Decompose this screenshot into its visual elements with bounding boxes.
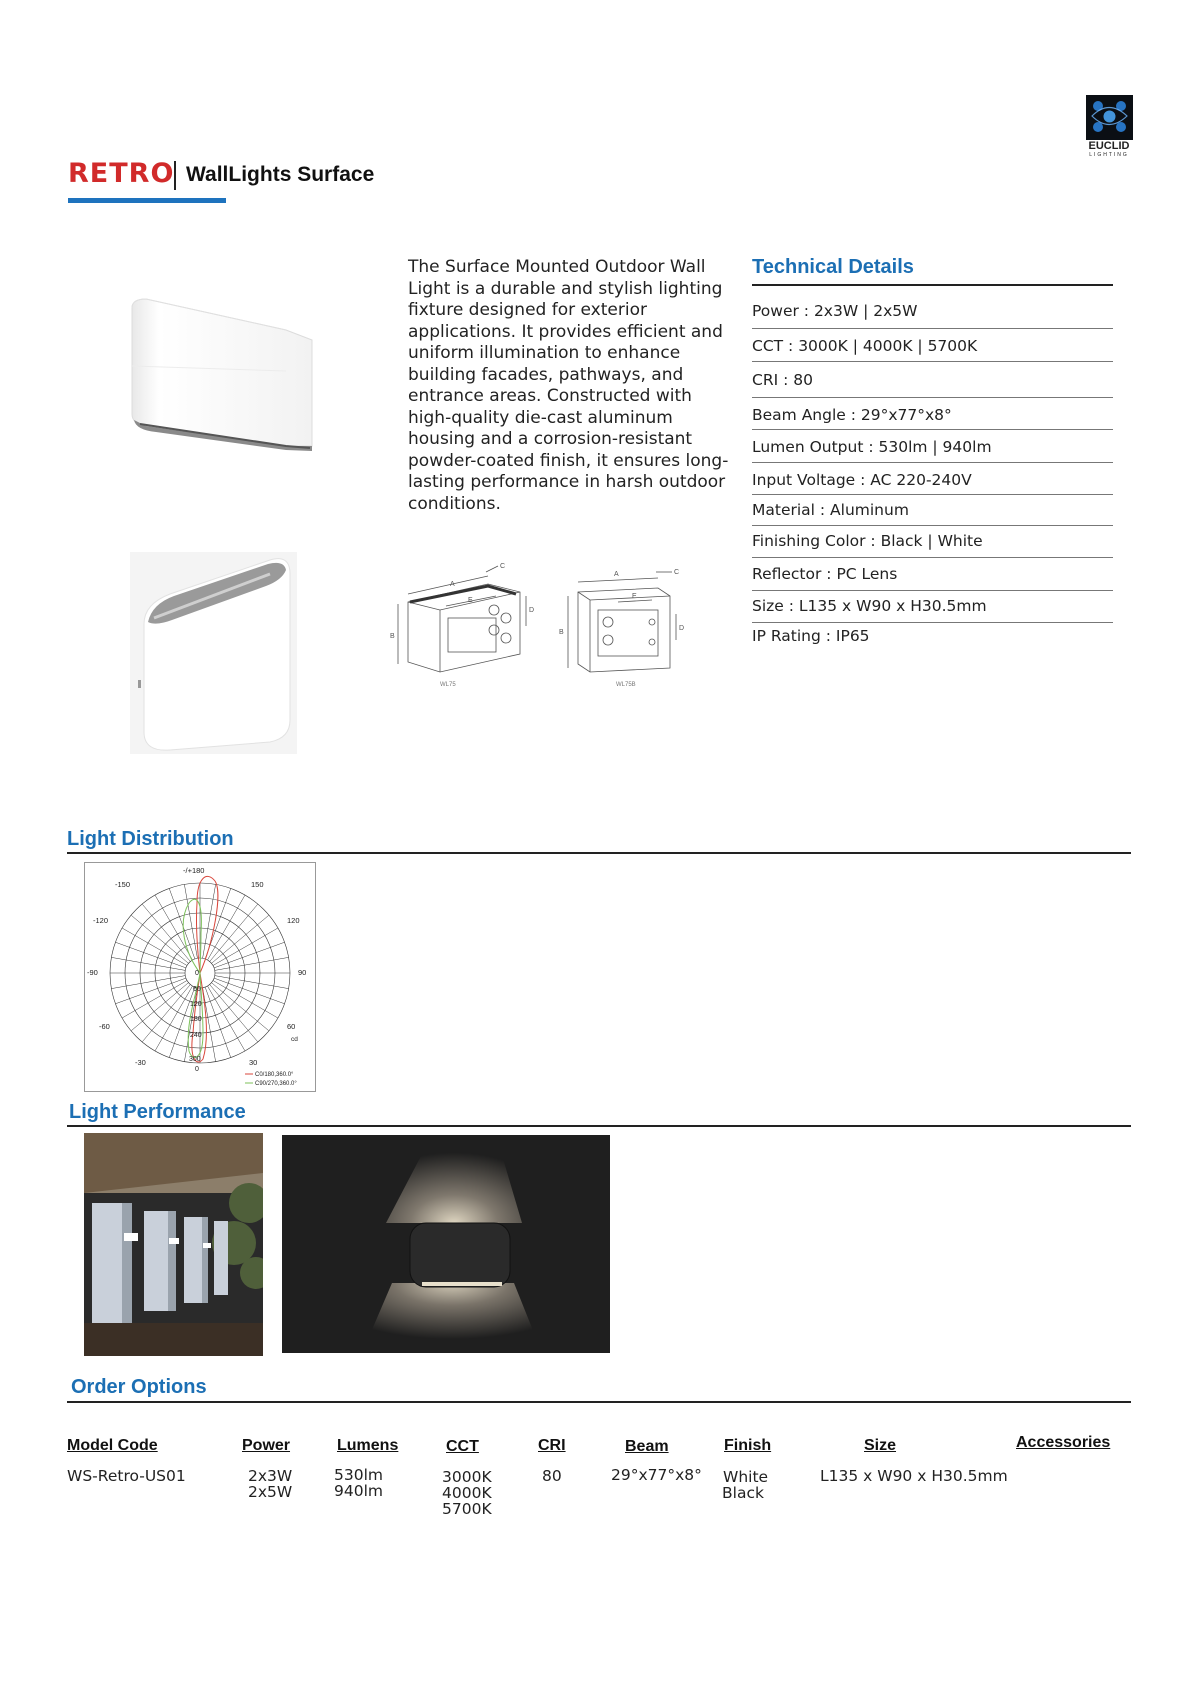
dimension-drawing-right xyxy=(548,562,698,692)
spec-input-voltage: Input Voltage : AC 220-240V xyxy=(752,471,972,489)
polar-spoke xyxy=(215,957,289,970)
polar-spoke xyxy=(211,983,268,1031)
col-size: Size xyxy=(864,1437,897,1454)
polar-spoke xyxy=(115,942,185,968)
cd-unit: cd xyxy=(291,1036,298,1043)
spec-beam-angle: Beam Angle : 29°x77°x8° xyxy=(752,406,952,424)
polar-spoke xyxy=(215,976,289,989)
row-lumens-2: 940lm xyxy=(334,1482,383,1500)
spec-size: Size : L135 x W90 x H30.5mm xyxy=(752,597,987,615)
angle-label-tr: 150 xyxy=(251,880,264,889)
spec-cri: CRI : 80 xyxy=(752,371,813,389)
technical-heading-rule xyxy=(752,284,1113,286)
polar-spoke xyxy=(184,988,197,1062)
polar-spoke xyxy=(169,888,195,958)
spec-material: Material : Aluminum xyxy=(752,501,909,519)
polar-spoke xyxy=(142,984,190,1041)
spec-lumen-output: Lumen Output : 530lm | 940lm xyxy=(752,438,992,456)
col-lumens: Lumens xyxy=(337,1437,399,1454)
radial-label-180: 180 xyxy=(190,1016,202,1023)
col-power: Power xyxy=(242,1437,291,1454)
legend-c90: C90/270,360.0° xyxy=(255,1081,297,1087)
radial-label-120: 120 xyxy=(190,1001,202,1008)
spec-divider xyxy=(752,328,1113,329)
spec-finishing-color: Finishing Color : Black | White xyxy=(752,532,983,550)
dim-label-d-right: D xyxy=(679,625,685,632)
spec-reflector: Reflector : PC Lens xyxy=(752,565,898,583)
dim-label-c-right: C xyxy=(674,569,680,576)
product-photo-angle xyxy=(130,552,297,754)
row-cct-3: 5700K xyxy=(442,1500,492,1518)
angle-label-l: -90 xyxy=(87,968,98,977)
row-finish-1: White xyxy=(723,1468,769,1486)
spec-cct: CCT : 3000K | 4000K | 5700K xyxy=(752,337,978,355)
dim-label-a-right: A xyxy=(614,571,619,578)
polar-spoke xyxy=(111,957,185,970)
row-power-2: 2x5W xyxy=(248,1483,293,1501)
spec-ip-rating: IP Rating : IP65 xyxy=(752,627,870,645)
angle-label-ml: -120 xyxy=(93,916,109,925)
title-underline xyxy=(68,198,226,203)
dim-label-d: D xyxy=(529,607,535,614)
installation-photo xyxy=(84,1133,263,1356)
spec-divider xyxy=(752,462,1113,463)
row-beam: 29°x77°x8° xyxy=(611,1466,702,1484)
title-separator xyxy=(174,161,176,190)
polar-spoke xyxy=(214,978,284,1004)
col-model-code: Model Code xyxy=(67,1437,158,1454)
angle-label-mr: 120 xyxy=(287,916,300,925)
spec-power: Power : 2x3W | 2x5W xyxy=(752,302,918,320)
polar-spoke xyxy=(210,984,258,1041)
spec-divider xyxy=(752,397,1113,398)
light-performance-heading: Light Performance xyxy=(69,1101,246,1123)
angle-label-r: 90 xyxy=(298,968,307,977)
polar-spoke xyxy=(211,915,268,963)
order-options-heading: Order Options xyxy=(71,1376,207,1398)
dim-label-e-right: E xyxy=(632,593,637,600)
euclid-logo xyxy=(1084,95,1134,165)
angle-label-top: -/+180 xyxy=(183,866,205,875)
dim-label-c: C xyxy=(500,563,506,570)
polar-spoke xyxy=(131,915,188,963)
logo-word: EUCLID xyxy=(1088,140,1130,152)
spec-divider xyxy=(752,590,1113,591)
order-options-rule xyxy=(67,1401,1131,1403)
polar-spoke xyxy=(111,976,185,989)
drawing-caption-right: WL75B xyxy=(616,682,636,688)
logo-sub: LIGHTING xyxy=(1089,152,1129,158)
angle-label-bbr: 30 xyxy=(249,1058,258,1067)
dim-label-e: E xyxy=(468,597,473,604)
polar-spoke xyxy=(131,983,188,1031)
row-power-1: 2x3W xyxy=(248,1467,293,1485)
light-distribution-heading: Light Distribution xyxy=(67,828,234,850)
row-cri: 80 xyxy=(542,1467,562,1485)
polar-spoke xyxy=(115,978,185,1004)
col-beam: Beam xyxy=(625,1438,669,1455)
radial-label-zero-bottom: 0 xyxy=(195,1066,199,1073)
angle-label-bl: -60 xyxy=(99,1022,110,1031)
product-photo-front xyxy=(126,296,316,471)
row-cct-1: 3000K xyxy=(442,1468,492,1486)
light-performance-rule xyxy=(67,1125,1131,1127)
dim-label-b-right: B xyxy=(559,629,564,636)
light-distribution-rule xyxy=(67,852,1131,854)
technical-details-heading: Technical Details xyxy=(752,256,914,278)
spec-divider xyxy=(752,361,1113,362)
logo-mark-icon xyxy=(1086,95,1133,140)
col-finish: Finish xyxy=(724,1437,772,1454)
dimension-drawing-left xyxy=(388,562,538,692)
spec-divider xyxy=(752,429,1113,430)
radial-label-300: 300 xyxy=(189,1056,201,1063)
angle-label-br: 60 xyxy=(287,1022,296,1031)
drawing-caption-left: WL75 xyxy=(440,682,456,688)
product-subtitle: WallLights Surface xyxy=(186,163,375,186)
row-lumens-1: 530lm xyxy=(334,1466,383,1484)
spec-divider xyxy=(752,557,1113,558)
dim-label-a: A xyxy=(450,581,455,588)
spec-divider xyxy=(752,622,1113,623)
polar-spoke xyxy=(214,942,284,968)
dim-label-b: B xyxy=(390,633,395,640)
radial-label-0: 0 xyxy=(195,970,199,977)
row-finish-2: Black xyxy=(722,1484,764,1502)
legend-c0: C0/180,360.0° xyxy=(255,1072,294,1078)
spec-divider xyxy=(752,525,1113,526)
polar-diagram xyxy=(84,862,316,1092)
col-cct: CCT xyxy=(446,1438,479,1455)
radial-label-240: 240 xyxy=(190,1032,202,1039)
row-size: L135 x W90 x H30.5mm xyxy=(820,1467,1008,1485)
row-model-code: WS-Retro-US01 xyxy=(67,1467,186,1485)
angle-label-tl: -150 xyxy=(115,880,131,889)
polar-spoke xyxy=(205,987,231,1057)
radial-label-60: 60 xyxy=(193,986,201,993)
col-accessories: Accessories xyxy=(1016,1434,1111,1451)
angle-label-bbl: -30 xyxy=(135,1058,146,1067)
row-cct-2: 4000K xyxy=(442,1484,492,1502)
col-cri: CRI xyxy=(538,1437,566,1454)
spec-divider xyxy=(752,494,1113,495)
product-description: The Surface Mounted Outdoor Wall Light is a durable and stylish lighting fixture designed for exterior applications. It provides efficient and uniform illumination to enhance building facades, pathways, and entrance areas. Constructed with high-quality die-cast aluminum housing and a corrosion-resistant powder-coated finish, it ensures long-lasting performance in harsh outdoor conditions. xyxy=(408,257,729,514)
brand-title: RETRO xyxy=(68,158,175,189)
wall-wash-photo xyxy=(282,1135,610,1353)
